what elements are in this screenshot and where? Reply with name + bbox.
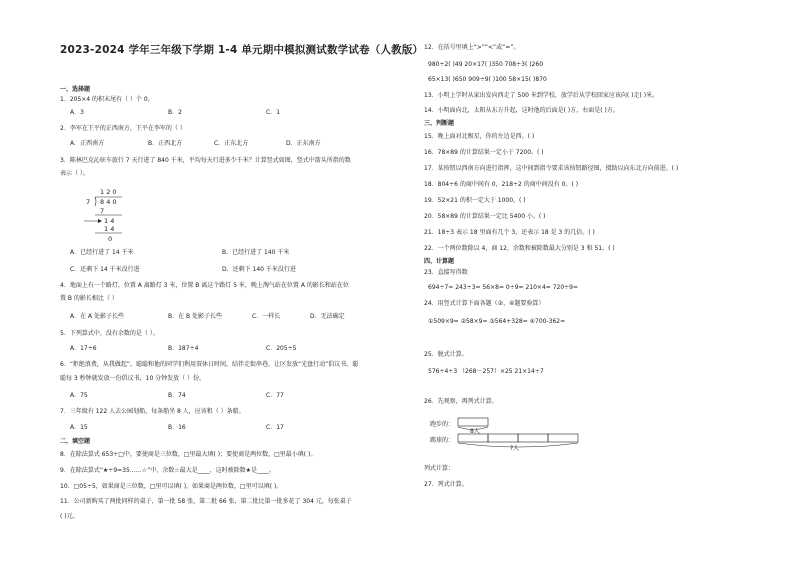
line-q2: 2．李军在王平的正西南方，王平在李军的（ ） — [60, 125, 186, 132]
line-q5b: B．187÷4 — [168, 345, 199, 352]
line-q23: 23．直接写得数 — [424, 269, 468, 276]
line-q12a: 980÷2( )49 20×17( )350 708÷3( )260 — [428, 61, 544, 68]
line-q19: 19．52×21 的积一定大于 1000。( ) — [424, 197, 526, 204]
line-q24a: ①509×9= ②58×9= ③564+328= ④700-362= — [428, 318, 566, 325]
football-bar-2 — [488, 434, 518, 442]
line-q14: 14．小明面向北，太阳从东方升起，这时他的后面是( )方，右面是( )方。 — [424, 107, 619, 114]
line-q6bb: B．74 — [168, 392, 186, 399]
line-q3bb: B．已经行进了 140 千米 — [222, 249, 290, 256]
line-q3b: 表示（ ）。 — [60, 170, 89, 177]
line-q21: 21．18÷3 表示 18 里面有几个 3，还表示 18 是 3 的几倍。( ) — [424, 229, 595, 236]
bar-diagram — [455, 415, 585, 455]
subtract-1: 7 — [100, 207, 105, 215]
line-q15: 15．晚上面对北极星，你的左边是西。( ) — [424, 133, 535, 140]
line-q6: 6．“拒绝浪费，从我做起”。聪聪和他的同学们利用双休日时间，结伴走街串巷，让区发放“光盘行动”倡议书。聪 — [60, 361, 359, 368]
division-bracket — [95, 197, 96, 206]
line-q22: 22．一个两位数除以 4，商 12，余数和被除数最大分别是 3 和 51。( ) — [424, 245, 615, 252]
line-q3c: C．还剩下 14 千米没行进 — [70, 266, 140, 273]
football-bar-1 — [458, 434, 488, 442]
line-q3d: D．还剩下 140 千米没行进 — [222, 266, 296, 273]
line-q7c: C．17 — [266, 424, 284, 431]
line-q4a: A．在 A 处影子长些 — [70, 313, 125, 320]
line-q8: 8．在除法算式 653÷□中，要使商是三位数，□里最大填( )；要使商是两位数，□里最小填( )。 — [60, 451, 317, 458]
line-q20: 20．58×89 的计算结果一定比 5400 小。( ) — [424, 213, 546, 220]
line-q1b: B．2 — [168, 109, 182, 116]
arrow-head — [98, 219, 102, 223]
line-sec1: 一、选择题 — [60, 86, 91, 93]
line-q1: 1．205×4 的积末尾有（ ）个 0。 — [60, 96, 154, 103]
line-q11: 11．公司新购买了两批同样的桌子，第一批 58 张，第二批 66 张，第二批比第一批多花了 304 元，每张桌子 — [60, 498, 352, 505]
line-q25: 25．脱式计算。 — [424, 351, 468, 358]
quotient: 1 2 0 — [100, 188, 117, 196]
line-q2a: A．正西南方 — [70, 140, 105, 147]
running-bar — [458, 418, 488, 426]
line-q2d: D．正东南方 — [286, 140, 321, 147]
line-q6a: A．75 — [70, 392, 88, 399]
line-q26lbl2: 踢球的： — [430, 437, 455, 444]
line-q17: 17．某按钮以西南方向进行指挥，这中间到指令要求该按钮路径图，掇助以向东北方向前进。( ) — [424, 165, 679, 172]
remainder-final: 0 — [108, 235, 113, 243]
line-q26: 26．先观察，再列式计算。 — [424, 398, 498, 405]
brace-running — [458, 427, 488, 430]
line-q26n2: ?人 — [510, 445, 520, 452]
line-q4b: 置 B 的影长相比（ ） — [60, 295, 118, 302]
line-sec2: 二、填空题 — [60, 438, 91, 445]
line-q6b: 聪每 3 秒钟就发放一份倡议书，10 分钟发放（ ）份。 — [60, 375, 206, 382]
line-q16: 16．78×89 的计算结果一定小于 7200。( ) — [424, 149, 544, 156]
line-q5: 5．下列算式中，没有余数的是（ ）。 — [60, 330, 159, 337]
line-q26lbl1: 跑步的： — [430, 421, 455, 428]
line-q9: 9．在除法算式“★÷9=35……☆”中，余数☆最大是____，这时被除数★是____。 — [60, 467, 276, 474]
line-q3a: A．已经行进了 14 千米 — [70, 249, 134, 256]
line-q1c: C．1 — [266, 109, 281, 116]
line-q4d: D．无法确定 — [310, 313, 345, 320]
football-bar-3 — [518, 434, 548, 442]
line-sec4: 四、计算题 — [424, 258, 455, 265]
line-q12: 12．在括号里填上“>”“<”或“=”。 — [424, 44, 520, 51]
line-q27: 27．列式计算。 — [424, 481, 468, 488]
divisor: 7 — [86, 198, 91, 206]
line-q7a: A．15 — [70, 424, 88, 431]
line-q26calc: 列式计算： — [424, 465, 455, 472]
line-q18: 18．804÷6 的商中间有 0，218÷2 的商中间没有 0。( ) — [424, 181, 579, 188]
line-q25a: 576÷4÷3 （268－257）×25 21×14÷7 — [428, 368, 544, 375]
line-sec3: 三、判断题 — [424, 120, 455, 127]
line-q6c: C．77 — [266, 392, 284, 399]
line-q4: 4．地面上有一个路灯，位置 A 离路灯 3 米，位置 B 离这个路灯 5 米，晚上淘气站在位置 A 的影长和站在位 — [60, 282, 349, 289]
page-title: 2023-2024 学年三年级下学期 1-4 单元期中模拟测试数学试卷（人教版） — [60, 44, 424, 56]
remainder-1: 1 4 — [104, 217, 115, 225]
line-q11b: ( )元。 — [60, 513, 79, 520]
line-q10: 10．□05÷5，如果商是三位数，□里可以填( )，如果商是两位数，□里可以填( )。 — [60, 483, 283, 490]
brace-football — [458, 443, 578, 447]
line-q7: 7．三年级有 122 人去公园划船，每条船坐 8 人，应该租（ ）条船。 — [60, 408, 245, 415]
line-q1a: A．3 — [70, 109, 84, 116]
line-q23a: 694÷7≈ 243÷3= 56×8= 0÷9= 210×4= 720÷9= — [428, 284, 579, 291]
line-q7b: B．16 — [168, 424, 186, 431]
line-q5c: C．205÷5 — [266, 345, 297, 352]
line-q5a: A．17÷6 — [70, 345, 97, 352]
line-q3: 3．陈林巴克沁驻车旅行 7 天行进了 840 千米，平均每天行进多少千米？计算竖式如图，竖式中箭头所指的数 — [60, 157, 351, 164]
line-q2c: C．正东北方 — [214, 140, 249, 147]
dividend: 8 4 0 — [100, 198, 117, 206]
line-q4bb: B．在 B 处影子长些 — [168, 313, 223, 320]
line-q4c: C．一样长 — [252, 313, 281, 320]
line-q12b: 65×13( )650 909÷9( )100 58×15( )870 — [428, 76, 547, 83]
football-bar-4 — [548, 434, 578, 442]
long-division-diagram — [80, 186, 140, 244]
subtract-2: 1 4 — [104, 225, 115, 233]
line-q2b: B．正西北方 — [148, 140, 183, 147]
line-q26n1: 8人 — [470, 428, 480, 435]
line-q24: 24．用竖式计算下面各题（②、④题要验算） — [424, 300, 545, 307]
line-q13: 13．小明上学时从家出发向西走了 500 米到学校，放学后从学校回家应该向( )走( )米。 — [424, 92, 659, 99]
